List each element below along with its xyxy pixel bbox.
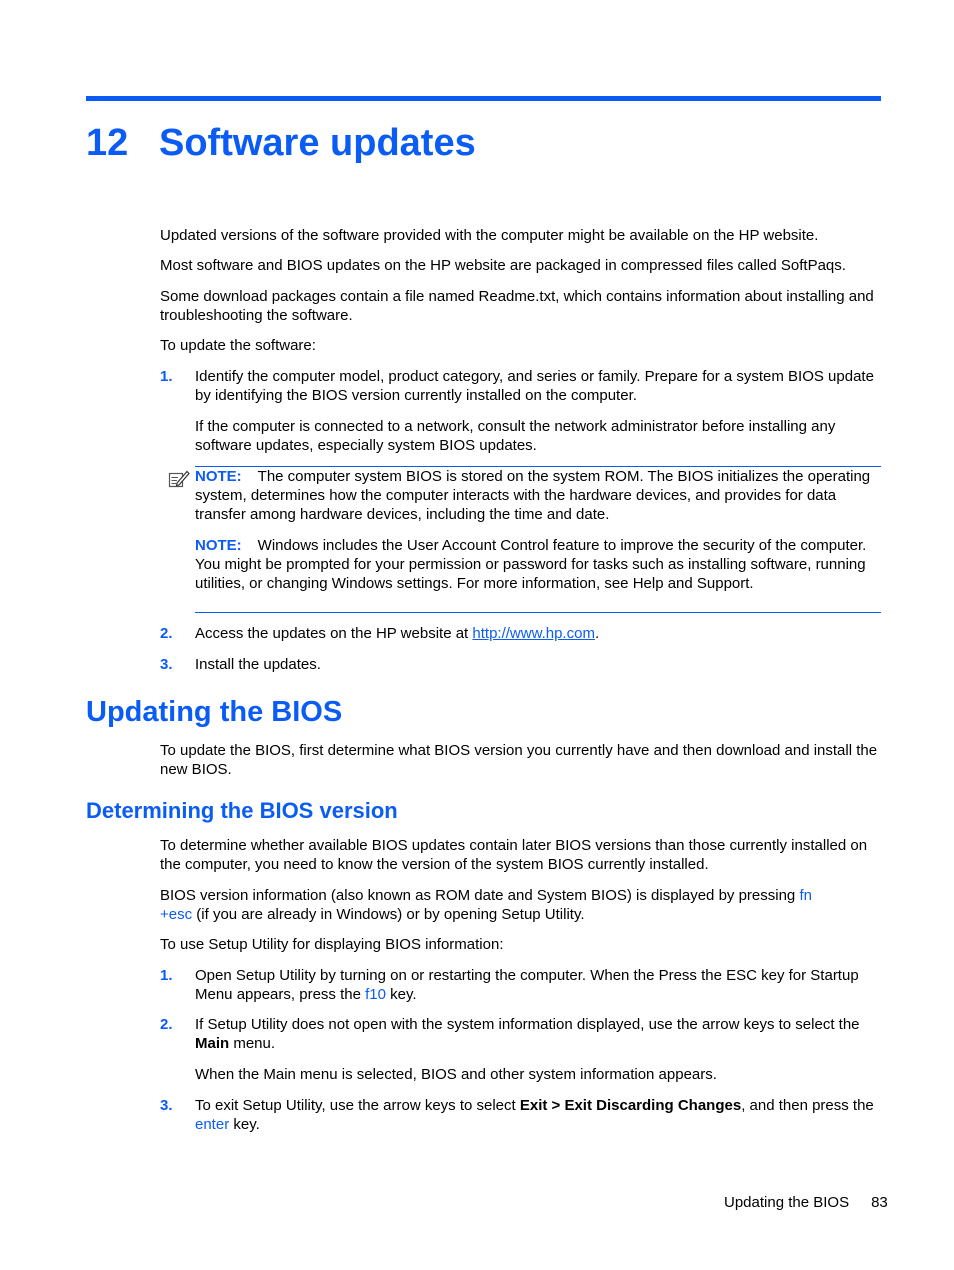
- bios-step-3-text: [195, 1096, 882, 1134]
- footer-section: Updating the BIOS: [724, 1194, 850, 1211]
- step-2-text: [195, 624, 882, 643]
- bios-step-2-lead: If Setup Utility does not open with the system information displayed, use the arrow keys to select the: [195, 1016, 860, 1033]
- chapter-title: Software updates: [159, 122, 476, 164]
- step-2-text-lead: Access the updates on the HP website at: [195, 625, 473, 642]
- intro-paragraph-1: Updated versions of the software provided with the computer might be available on the HP website.: [160, 227, 819, 244]
- p2-lead: BIOS version information (also known as ROM date and System BIOS) is displayed by pressing: [160, 887, 800, 904]
- bios-step-3-number: 3.: [160, 1097, 173, 1114]
- section-heading: Updating the BIOS: [86, 696, 343, 728]
- step-3-text: Install the updates.: [195, 656, 321, 673]
- hp-website-link[interactable]: http://www.hp.com: [472, 625, 595, 642]
- f10-key: f10: [365, 986, 386, 1003]
- section-paragraph: To update the BIOS, first determine what BIOS version you currently have and then download and install the new BIOS.: [160, 742, 878, 778]
- bios-step-1-lead: Open Setup Utility by turning on or restarting the computer. When the Press the ESC key for Startup Menu appears, press the: [195, 967, 859, 1003]
- bios-step-2-number: 2.: [160, 1016, 173, 1033]
- fn-key: fn: [799, 887, 812, 904]
- subsection-heading: Determining the BIOS version: [86, 798, 398, 823]
- step-1-text: Identify the computer model, product category, and series or family. Prepare for a system BIOS update by identifying the BIOS version currently installed on the computer.: [195, 368, 874, 404]
- chapter-number: 12: [86, 122, 129, 164]
- note-1-text: The computer system BIOS is stored on the system ROM. The BIOS initializes the operating system, determines how the computer interacts with the hardware devices, and provides for data transfer among hardware devices, including the time and date.: [195, 468, 871, 523]
- bios-step-1-number: 1.: [160, 967, 173, 984]
- chapter-heading: [86, 120, 476, 166]
- subsection-paragraph-1: To determine whether available BIOS updates contain later BIOS versions than those currently installed on the computer, you need to know the version of the system BIOS currently installed.: [160, 837, 868, 873]
- intro-paragraph-2: Most software and BIOS updates on the HP website are packaged in compressed files called SoftPaqs.: [160, 257, 846, 274]
- p2-end: (if you are already in Windows) or by opening Setup Utility.: [192, 906, 585, 923]
- exit-discarding-label: Exit > Exit Discarding Changes: [519, 1097, 742, 1114]
- bios-step-2-end: menu.: [229, 1035, 276, 1052]
- bios-step-3-mid: , and then press the: [741, 1097, 874, 1114]
- bios-step-2-subtext: When the Main menu is selected, BIOS and other system information appears.: [195, 1066, 717, 1083]
- intro-paragraph-3: Some download packages contain a file named Readme.txt, which contains information about installing and troubleshooting the software.: [160, 288, 874, 324]
- step-2-number: 2.: [160, 625, 173, 642]
- bios-step-1-text: [195, 966, 882, 1004]
- note-2-label: NOTE:: [195, 537, 242, 554]
- bios-step-1-end: key.: [385, 986, 417, 1003]
- note-bottom-rule: [195, 612, 881, 613]
- bios-step-3-lead: To exit Setup Utility, use the arrow keys to select: [195, 1097, 520, 1114]
- step-2-text-end: .: [594, 625, 600, 642]
- bios-step-3-end: key.: [229, 1116, 260, 1133]
- note-1-label: NOTE:: [195, 468, 242, 485]
- bios-step-2-text: [195, 1015, 882, 1053]
- note-2-text: Windows includes the User Account Control feature to improve the security of the computer. You might be prompted for your permission or password for tasks such as installing software, running utilities, or changing Windows settings. For more information, see Help and Support.: [195, 537, 867, 592]
- step-1-number: 1.: [160, 368, 173, 385]
- step-3-number: 3.: [160, 656, 173, 673]
- esc-key: +esc: [160, 906, 193, 923]
- chapter-rule: [86, 96, 881, 101]
- subsection-paragraph-2: [160, 886, 882, 924]
- subsection-paragraph-3: To use Setup Utility for displaying BIOS information:: [160, 936, 504, 953]
- note-1: [195, 467, 882, 524]
- enter-key: enter: [195, 1116, 230, 1133]
- note-2: [195, 536, 882, 593]
- page-number: 83: [871, 1194, 888, 1211]
- intro-paragraph-4: To update the software:: [160, 337, 316, 354]
- main-menu-label: Main: [195, 1035, 230, 1052]
- page-footer: [724, 1193, 888, 1212]
- step-1-subtext: If the computer is connected to a network, consult the network administrator before installing any software updates, especially system BIOS updates.: [195, 418, 836, 454]
- note-pencil-icon: [168, 469, 190, 489]
